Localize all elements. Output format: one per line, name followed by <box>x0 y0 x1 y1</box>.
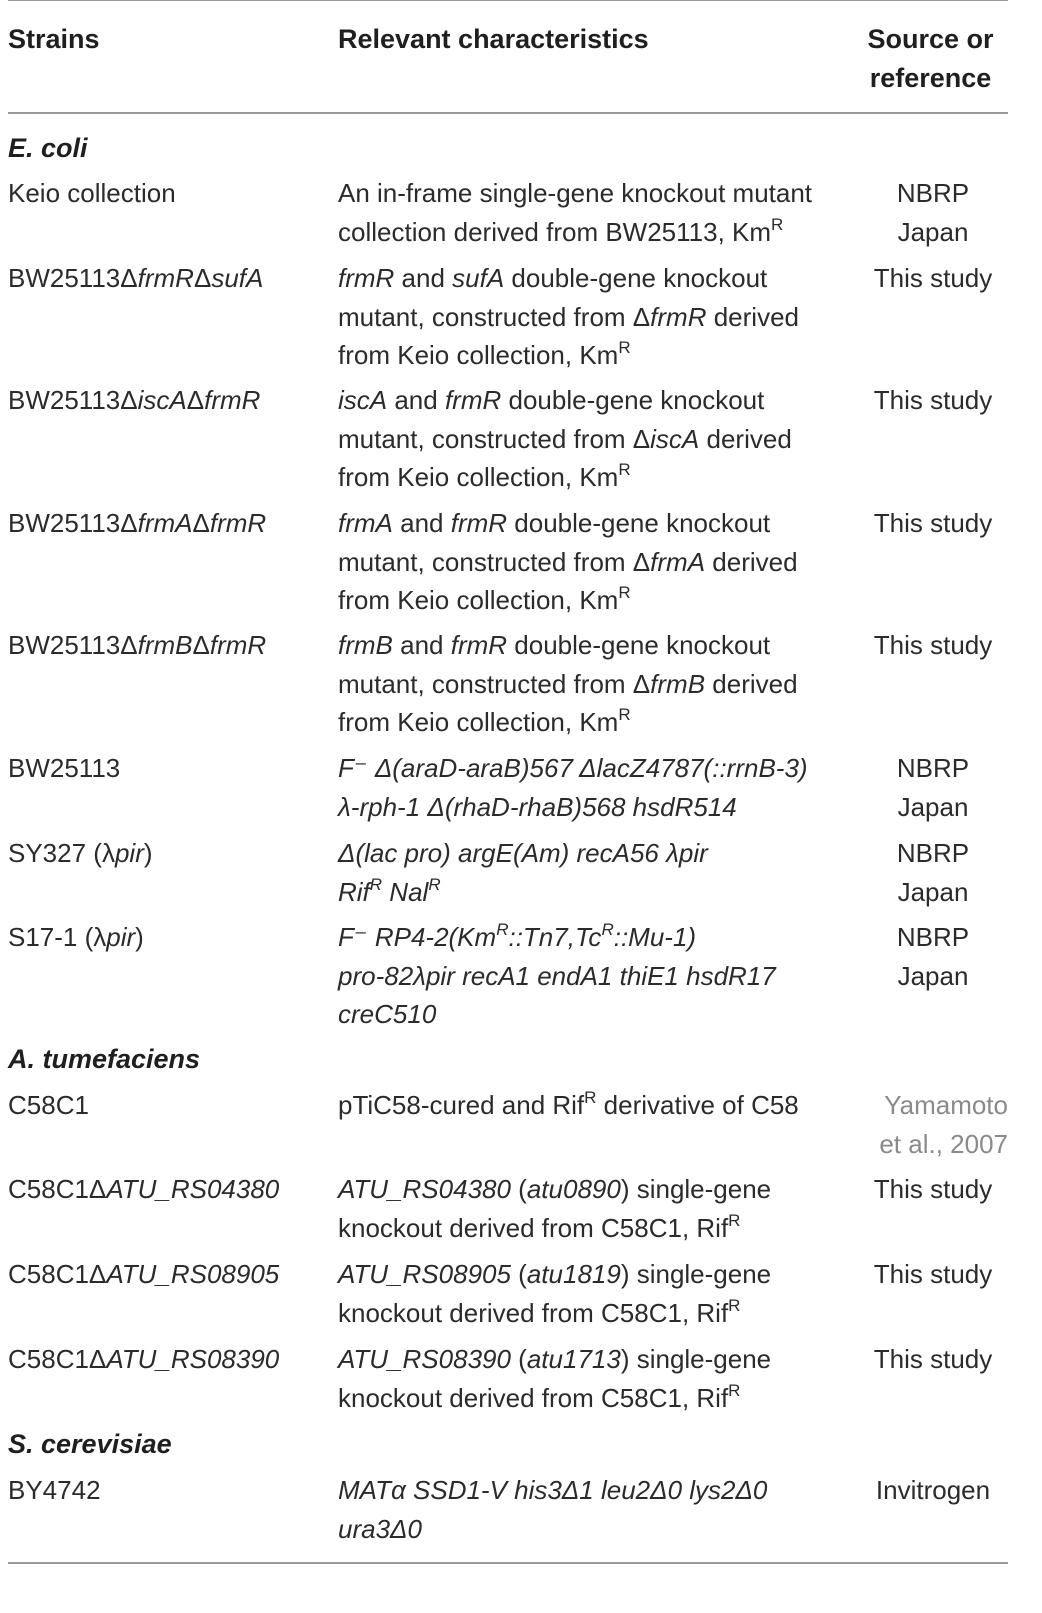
characteristics-cell: pTiC58-cured and Rif$^R$ derivative of C58 <box>338 1088 799 1120</box>
source-cell: NBRP Japan <box>896 922 970 991</box>
characteristics-cell: frmB and frmR double-gene knockout mutant, constructed from ΔfrmB derived from Keio collection, $Km^R$ <box>338 630 798 737</box>
strain-cell: BW25113ΔfrmRΔsufA <box>8 263 264 293</box>
source-cell: This study <box>873 263 993 293</box>
header-characteristics: Relevant characteristics <box>338 24 649 54</box>
top-rule <box>8 0 1008 1</box>
source-cell[interactable]: Yamamoto et al., 2007 <box>879 1090 1008 1159</box>
source-cell: This study <box>873 508 993 538</box>
characteristics-cell: frmR and sufA double-gene knockout mutant, constructed from ΔfrmR derived from Keio collection, $Km^R$ <box>338 263 799 370</box>
source-cell: This study <box>873 1174 993 1204</box>
characteristics-cell: An in-frame single-gene knockout mutant collection derived from BW25113, $Km^R$ <box>338 178 813 247</box>
strain-cell: Keio collection <box>8 178 176 208</box>
bottom-rule <box>8 1562 1008 1564</box>
header-strains: Strains <box>8 24 100 54</box>
source-cell: This study <box>873 1344 993 1374</box>
strain-cell: BW25113ΔfrmAΔfrmR <box>8 508 267 538</box>
strain-cell: S17-1 (λpir) <box>8 922 144 952</box>
header-source <box>853 20 1008 98</box>
characteristics-cell: MATα SSD1-V his3Δ1 leu2Δ0 lys2Δ0 ura3Δ0 <box>338 1475 768 1544</box>
characteristics-cell: iscA and frmR double-gene knockout mutant, constructed from ΔiscA derived from Keio collection, $Km^R$ <box>338 385 792 492</box>
characteristics-cell: F⁻ $RP4-2(Km^R::Tn7,Tc^R::Mu-1)$ pro-82λpir recA1 endA1 thiE1 hsdR17 creC510 <box>338 920 776 1029</box>
source-cell: NBRP Japan <box>896 178 970 247</box>
strains-table <box>8 0 1008 1613</box>
source-cell: This study <box>873 385 993 415</box>
header-source-line-1: Source or <box>867 24 994 54</box>
source-cell: Invitrogen <box>875 1475 991 1505</box>
source-cell: NBRP Japan <box>896 838 970 907</box>
strain-cell: C58C1ΔATU_RS08390 <box>8 1344 280 1374</box>
characteristics-cell: ATU_RS04380 (atu0890) single-gene knockout derived from C58C1, Rif$^R$ <box>338 1174 772 1243</box>
section-heading: E. coli <box>8 133 88 163</box>
source-cell: This study <box>873 1259 993 1289</box>
characteristics-cell: ATU_RS08905 (atu1819) single-gene knockout derived from C58C1, Rif$^R$ <box>338 1259 772 1328</box>
characteristics-cell: Δ(lac pro) argE(Am) recA56 λpir Rif$^R$ Nal$^R$ <box>338 838 708 907</box>
strain-cell: C58C1 <box>8 1090 89 1120</box>
header-rule <box>8 112 1008 114</box>
section-heading: S. cerevisiae <box>8 1429 172 1459</box>
strain-cell: BW25113ΔfrmBΔfrmR <box>8 630 267 660</box>
strain-cell: SY327 (λpir) <box>8 838 153 868</box>
characteristics-cell: ATU_RS08390 (atu1713) single-gene knockout derived from C58C1, Rif$^R$ <box>338 1344 772 1413</box>
characteristics-cell: F⁻ Δ(araD-araB)567 ΔlacZ4787(::rrnB-3) λ-rph-1 Δ(rhaD-rhaB)568 hsdR514 <box>338 753 808 822</box>
source-cell: NBRP Japan <box>896 753 970 822</box>
strain-cell: C58C1ΔATU_RS04380 <box>8 1174 280 1204</box>
strain-cell: BW25113 <box>8 753 121 783</box>
characteristics-cell: frmA and frmR double-gene knockout mutant, constructed from ΔfrmA derived from Keio collection, $Km^R$ <box>338 508 798 615</box>
strain-cell: BY4742 <box>8 1475 101 1505</box>
header-source-line-2: reference <box>869 63 992 93</box>
section-heading: A. tumefaciens <box>8 1044 201 1074</box>
source-cell: This study <box>873 630 993 660</box>
strain-cell: BW25113ΔiscAΔfrmR <box>8 385 261 415</box>
strain-cell: C58C1ΔATU_RS08905 <box>8 1259 280 1289</box>
